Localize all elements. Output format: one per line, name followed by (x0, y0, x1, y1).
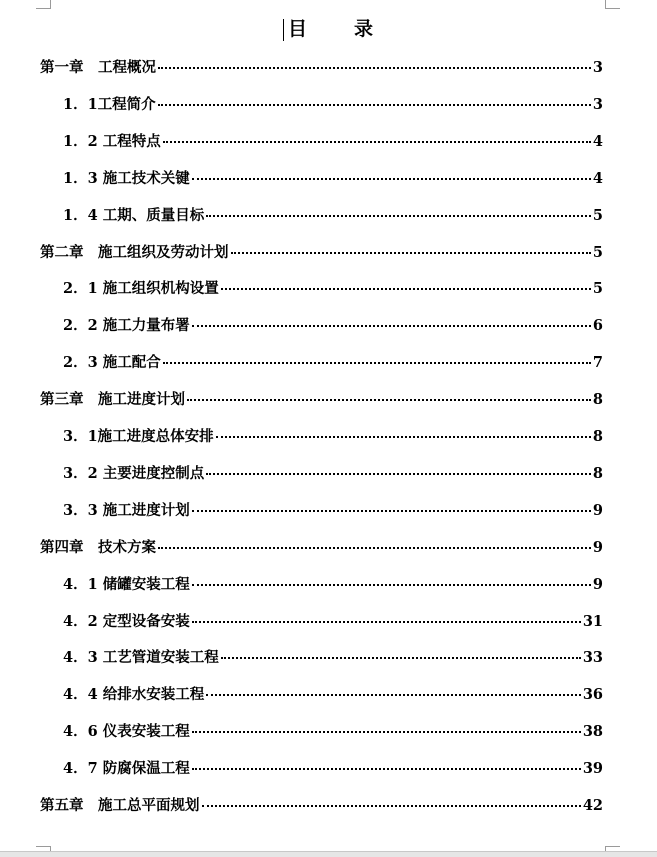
toc-title-right: 录 (354, 18, 375, 40)
toc-section-entry[interactable] (63, 720, 603, 744)
toc-dot-leader (221, 656, 581, 659)
toc-entry-title: 1．1工程简介 (63, 95, 156, 113)
toc-page-number: 36 (582, 686, 603, 704)
toc-page-number: 7 (592, 354, 603, 372)
toc-entry-title: 4．3 工艺管道安装工程 (63, 649, 219, 667)
toc-dot-leader (206, 693, 581, 696)
toc-page-number: 39 (582, 760, 603, 778)
toc-section-entry[interactable] (63, 499, 603, 523)
toc-dot-leader (192, 620, 581, 623)
toc-dot-leader (192, 509, 591, 512)
toc-entry-title: 第四章 技术方案 (40, 538, 156, 556)
toc-page-number: 31 (582, 612, 603, 630)
toc-dot-leader (158, 66, 591, 69)
toc-page-number: 5 (592, 280, 603, 298)
toc-dot-leader (192, 583, 591, 586)
toc-dot-leader (231, 251, 591, 254)
toc-chapter-entry[interactable] (40, 794, 603, 818)
toc-dot-leader (202, 804, 581, 807)
toc-page-number: 6 (592, 317, 603, 335)
toc-section-entry[interactable] (63, 277, 603, 301)
text-cursor (283, 19, 284, 41)
toc-dot-leader (192, 177, 591, 180)
toc-page-number: 38 (582, 723, 603, 741)
toc-page-number: 4 (592, 169, 603, 187)
toc-entry-title: 4．6 仪表安装工程 (63, 723, 190, 741)
toc-entry-title: 4．1 储罐安装工程 (63, 575, 190, 593)
toc-page-number: 4 (592, 132, 603, 150)
page-bottom-edge (0, 851, 657, 857)
crop-mark-top-left (36, 0, 51, 9)
toc-entry-title: 4．4 给排水安装工程 (63, 686, 205, 704)
toc-entry-title: 2．1 施工组织机构设置 (63, 280, 219, 298)
toc-chapter-entry[interactable] (40, 536, 603, 560)
toc-page-number: 3 (592, 95, 603, 113)
toc-dot-leader (216, 435, 591, 438)
toc-page-number: 3 (592, 59, 603, 76)
toc-dot-leader (158, 546, 591, 549)
toc-dot-leader (158, 103, 591, 106)
toc-chapter-entry[interactable] (40, 388, 603, 412)
toc-entry-title: 3．3 施工进度计划 (63, 501, 190, 519)
toc-section-entry[interactable] (63, 351, 603, 375)
toc-chapter-entry[interactable] (40, 56, 603, 80)
toc-entry-title: 1．2 工程特点 (63, 132, 161, 150)
toc-section-entry[interactable] (63, 462, 603, 486)
toc-entry-title: 1．4 工期、质量目标 (63, 206, 205, 224)
toc-section-entry[interactable] (63, 757, 603, 781)
toc-entry-title: 2．3 施工配合 (63, 354, 161, 372)
toc-section-entry[interactable] (63, 204, 603, 228)
toc-dot-leader (163, 140, 591, 143)
toc-chapter-entry[interactable] (40, 241, 603, 265)
toc-section-entry[interactable] (63, 610, 603, 634)
toc-dot-leader (192, 767, 581, 770)
toc-section-entry[interactable] (63, 425, 603, 449)
toc-page-number: 5 (592, 243, 603, 261)
toc-entry-title: 第一章 工程概况 (40, 59, 156, 76)
toc-entry-title: 4．2 定型设备安装 (63, 612, 190, 630)
toc-dot-leader (192, 324, 591, 327)
toc-title (0, 14, 657, 41)
toc-page-number: 33 (582, 649, 603, 667)
toc-entry-title: 第三章 施工进度计划 (40, 391, 185, 409)
crop-mark-top-right (605, 0, 620, 9)
toc-dot-leader (163, 361, 591, 364)
toc-entry-title: 第二章 施工组织及劳动计划 (40, 243, 229, 261)
toc-section-entry[interactable] (63, 573, 603, 597)
toc-page-number: 8 (592, 464, 603, 482)
toc-dot-leader (192, 730, 581, 733)
toc-page-number: 42 (582, 797, 603, 814)
toc-title-left: 目 (287, 18, 308, 40)
toc-entry-title: 3．2 主要进度控制点 (63, 464, 205, 482)
toc-page-number: 9 (592, 575, 603, 593)
toc-section-entry[interactable] (63, 167, 603, 191)
toc-page-number: 9 (592, 538, 603, 556)
toc-page-number: 9 (592, 501, 603, 519)
toc-entry-title: 4．7 防腐保温工程 (63, 760, 190, 778)
toc-section-entry[interactable] (63, 683, 603, 707)
toc-section-entry[interactable] (63, 130, 603, 154)
toc-entry-title: 2．2 施工力量布署 (63, 317, 190, 335)
toc-entry-title: 1．3 施工技术关键 (63, 169, 190, 187)
toc-section-entry[interactable] (63, 314, 603, 338)
toc-page-number: 8 (592, 391, 603, 409)
toc-dot-leader (206, 214, 591, 217)
toc-page-number: 8 (592, 428, 603, 445)
toc-dot-leader (206, 472, 591, 475)
toc-section-entry[interactable] (63, 646, 603, 670)
toc-dot-leader (221, 287, 591, 290)
toc-section-entry[interactable] (63, 93, 603, 117)
toc-page-number: 5 (592, 206, 603, 224)
toc-dot-leader (187, 398, 591, 401)
toc-entry-title: 3．1施工进度总体安排 (63, 428, 214, 445)
toc-entry-title: 第五章 施工总平面规划 (40, 797, 200, 814)
